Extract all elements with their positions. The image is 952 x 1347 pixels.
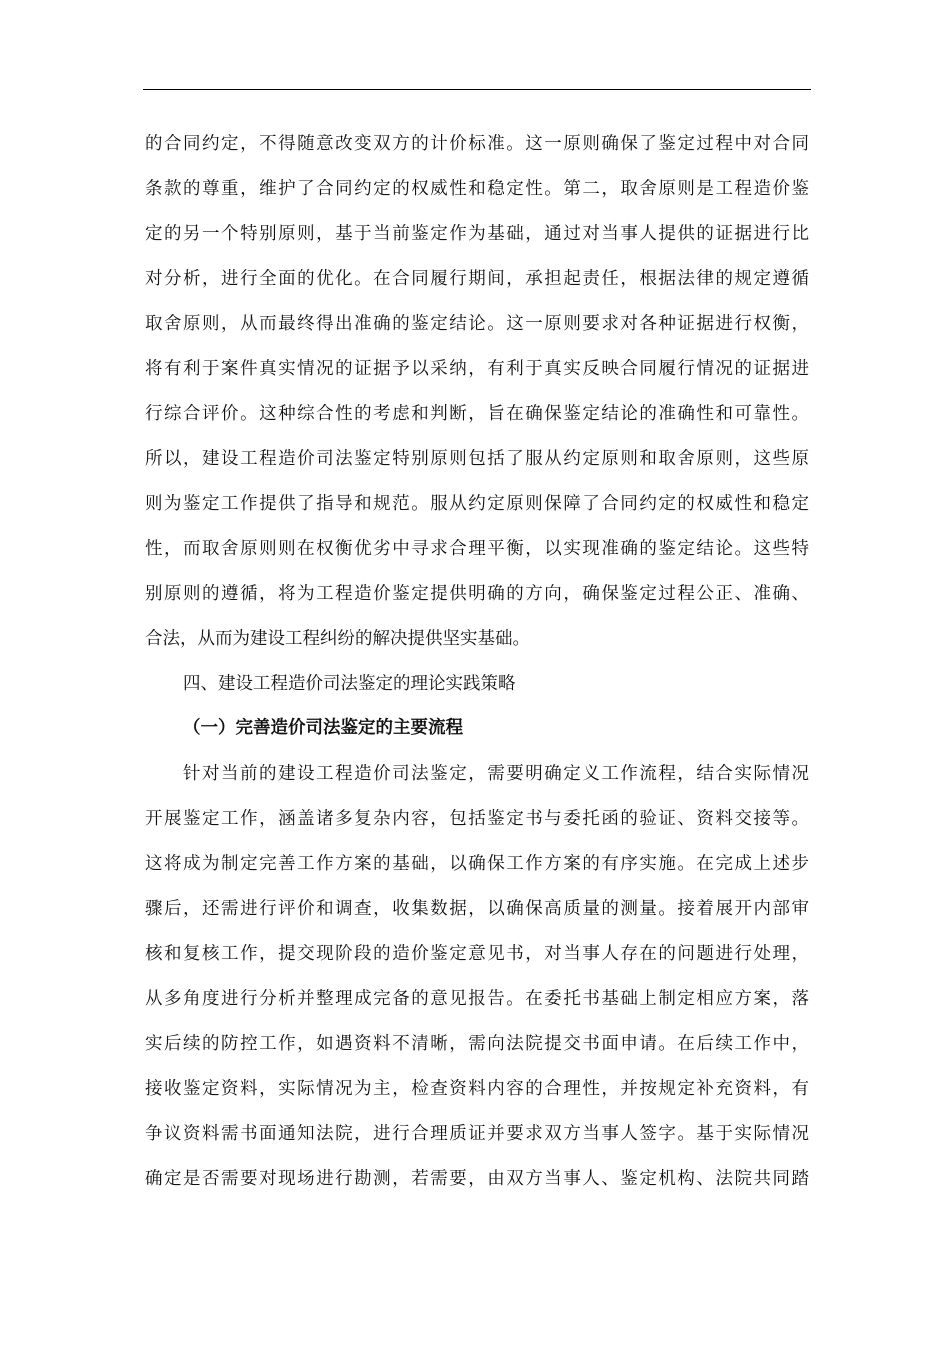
subsection-heading: （一）完善造价司法鉴定的主要流程 bbox=[183, 718, 463, 738]
paragraph-line: 核和复核工作，提交现阶段的造价鉴定意见书，对当事人存在的问题进行处理， bbox=[145, 944, 809, 964]
header-rule bbox=[143, 89, 811, 90]
paragraph-line: 定的另一个特别原则，基于当前鉴定作为基础，通过对当事人提供的证据进行比 bbox=[145, 224, 809, 244]
paragraph-line: 性，而取舍原则则在权衡优劣中寻求合理平衡，以实现准确的鉴定结论。这些特 bbox=[145, 539, 809, 559]
paragraph-line: 所以，建设工程造价司法鉴定特别原则包括了服从约定原则和取舍原则，这些原 bbox=[145, 449, 809, 469]
paragraph-line: 别原则的遵循，将为工程造价鉴定提供明确的方向，确保鉴定过程公正、准确、 bbox=[145, 584, 809, 604]
paragraph-line: 接收鉴定资料，实际情况为主，检查资料内容的合理性，并按规定补充资料，有 bbox=[145, 1079, 809, 1099]
paragraph-line: 确定是否需要对现场进行勘测，若需要，由双方当事人、鉴定机构、法院共同踏 bbox=[145, 1169, 809, 1189]
paragraph-line: 取舍原则，从而最终得出准确的鉴定结论。这一原则要求对各种证据进行权衡， bbox=[145, 314, 809, 334]
paragraph-line: 条款的尊重，维护了合同约定的权威性和稳定性。第二，取舍原则是工程造价鉴 bbox=[145, 179, 809, 199]
paragraph-line: 针对当前的建设工程造价司法鉴定，需要明确定义工作流程，结合实际情况 bbox=[183, 764, 809, 784]
paragraph-line: 争议资料需书面通知法院，进行合理质证并要求双方当事人签字。基于实际情况 bbox=[145, 1124, 809, 1144]
paragraph-line: 这将成为制定完善工作方案的基础，以确保工作方案的有序实施。在完成上述步 bbox=[145, 854, 809, 874]
paragraph-line: 实后续的防控工作，如遇资料不清晰，需向法院提交书面申请。在后续工作中， bbox=[145, 1034, 809, 1054]
paragraph-line: 则为鉴定工作提供了指导和规范。服从约定原则保障了合同约定的权威性和稳定 bbox=[145, 494, 809, 514]
paragraph-line: 开展鉴定工作，涵盖诸多复杂内容，包括鉴定书与委托函的验证、资料交接等。 bbox=[145, 809, 809, 829]
section-heading: 四、建设工程造价司法鉴定的理论实践策略 bbox=[183, 674, 516, 694]
paragraph-line: 合法，从而为建设工程纠纷的解决提供坚实基础。 bbox=[145, 629, 530, 649]
paragraph-line: 骤后，还需进行评价和调查，收集数据，以确保高质量的测量。接着展开内部审 bbox=[145, 899, 809, 919]
paragraph-line: 的合同约定，不得随意改变双方的计价标准。这一原则确保了鉴定过程中对合同 bbox=[145, 134, 809, 154]
paragraph-line: 对分析，进行全面的优化。在合同履行期间，承担起责任，根据法律的规定遵循 bbox=[145, 269, 809, 289]
paragraph-line: 行综合评价。这种综合性的考虑和判断，旨在确保鉴定结论的准确性和可靠性。 bbox=[145, 404, 809, 424]
paragraph-line: 从多角度进行分析并整理成完备的意见报告。在委托书基础上制定相应方案，落 bbox=[145, 989, 809, 1009]
paragraph-line: 将有利于案件真实情况的证据予以采纳，有利于真实反映合同履行情况的证据进 bbox=[145, 359, 809, 379]
